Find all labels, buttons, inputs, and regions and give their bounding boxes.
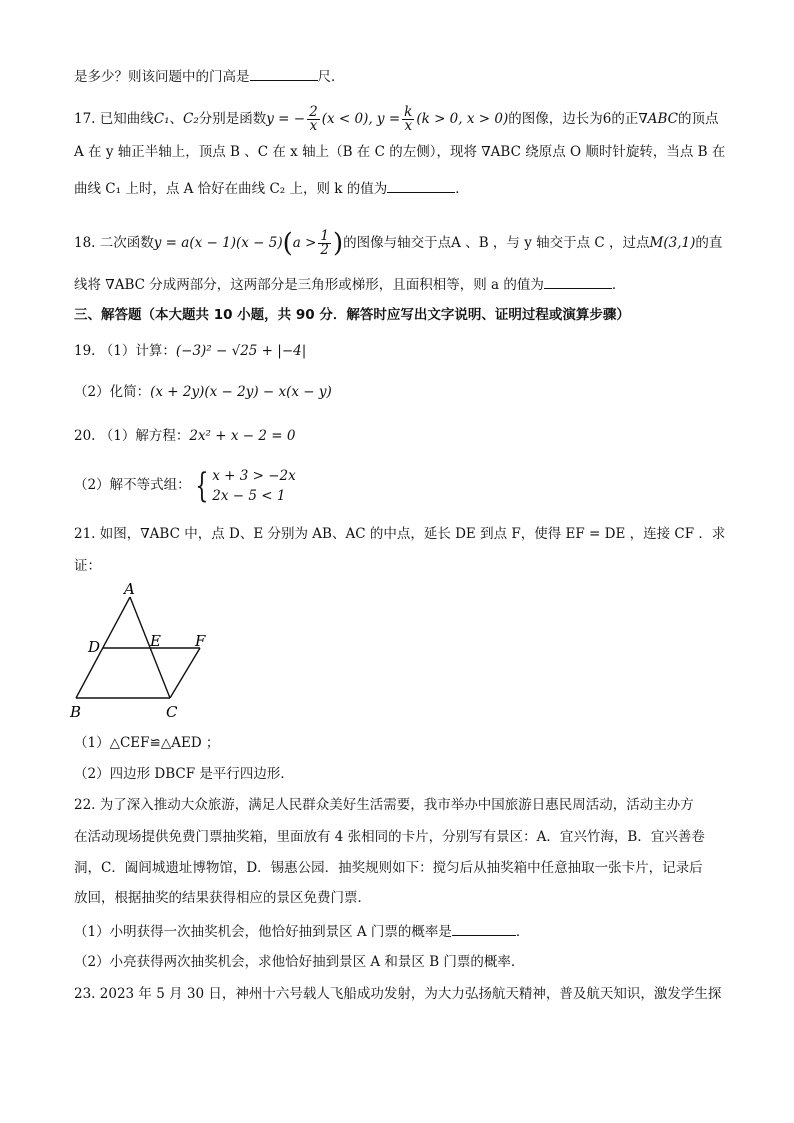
label-C: C (166, 703, 178, 721)
q17-line-3: 曲线 C₁ 上时，点 A 恰好在曲线 C₂ 上，则 k 的值为 ． (74, 178, 720, 199)
inequality-system: x + 3 > −2x 2x − 5 < 1 (212, 467, 296, 504)
q22-line-3: 洞，C．阖闾城遗址博物馆，D．锡惠公园．抽奖规则如下：搅匀后从抽奖箱中任意抽取一张卡片，记录后 (74, 860, 703, 876)
q20-part-2: （2）解不等式组： { x + 3 > −2x 2x − 5 < 1 (74, 465, 296, 506)
q22-line-1: 22. 为了深入推动大众旅游，满足人民群众美好生活需要，我市举办中国旅游日惠民周活动，活动主办方 (74, 797, 694, 813)
q21-part-2: （2）四边形 DBCF 是平行四边形． (74, 766, 294, 782)
answer-blank[interactable] (387, 178, 455, 193)
label-B: B (70, 703, 82, 721)
q17-line-1: 17. 已知曲线C₁、C₂分别是函数y = − $\frac{2}{x}$ (x < 0), y = $\frac{k}{x}$ (k > 0, x > 0)的图像，边长为6的正∇ABC的顶点 (74, 104, 719, 134)
q22-line-2: 在活动现场提供免费门票抽奖箱，里面放有 4 张相同的卡片，分别写有景区：A．宜兴竹海，B．宜兴善卷 (74, 829, 705, 845)
q21-line-1: 21. 如图，∇ABC 中，点 D、E 分别为 AB、AC 的中点，延长 DE 到点 F，使得 EF = DE ，连接 CF ．求 (74, 526, 726, 542)
label-D: D (88, 638, 101, 656)
answer-blank[interactable] (250, 66, 318, 81)
q21-line-2: 证： (74, 558, 101, 574)
q22-line-4: 放回，根据抽奖的结果获得相应的景区免费门票． (74, 890, 371, 906)
q19-part-2: （2）化简：(x + 2y)(x − 2y) − x(x − y) (74, 384, 332, 400)
answer-blank[interactable] (544, 274, 612, 289)
fraction: $\frac{2}{x}$ (309, 104, 318, 134)
q18-line-2: 线将 ∇ABC 分成两部分，这两部分是三角形或梯形，且面积相等，则 a 的值为 ． (74, 274, 720, 295)
q17-line-2: A 在 y 轴正半轴上，顶点 B 、C 在 x 轴上（B 在 C 的左侧），现将 ∇ABC 绕原点 O 顺时针旋转，当点 B 在 (74, 144, 726, 160)
q23-line-1: 23. 2023 年 5 月 30 日，神州十六号载人飞船成功发射，为大力弘扬航天精神，普及航天知识，激发学生探 (74, 986, 722, 1002)
label-F: F (195, 632, 206, 650)
q19-part-1: 19. （1）计算：(−3)² − √25 + |−4| (74, 343, 307, 359)
answer-blank[interactable] (452, 921, 516, 936)
q18-line-1: 18. 二次函数y = a(x − 1)(x − 5)(a > $\frac{1}{2}$ )的图像与轴交于点A 、B ，与 y 轴交于点 C ，过点M(3,1)的直 (74, 228, 723, 259)
fraction: $\frac{1}{2}$ (320, 228, 330, 258)
section-3-header: 三、解答题（本大题共 10 小题，共 90 分．解答时应写出文字说明、证明过程或演算步骤） (74, 307, 630, 323)
parallelogram-figure (66, 580, 226, 725)
q20-part-1: 20. （1）解方程：2x² + x − 2 = 0 (74, 428, 296, 444)
fraction: $\frac{k}{x}$ (404, 104, 413, 134)
segment-CF (170, 648, 200, 698)
label-E: E (150, 632, 161, 650)
q16-continuation: 是多少？则该问题中的门高是 尺． (74, 66, 720, 87)
q21-part-1: （1）△CEF≌△AED ； (74, 735, 220, 751)
label-A: A (124, 580, 135, 598)
q22-part-1: （1）小明获得一次抽奖机会，他恰好抽到景区 A 门票的概率是 ． (74, 921, 720, 942)
q22-part-2: （2）小亮获得两次抽奖机会，求他恰好抽到景区 A 和景区 B 门票的概率． (74, 954, 525, 970)
